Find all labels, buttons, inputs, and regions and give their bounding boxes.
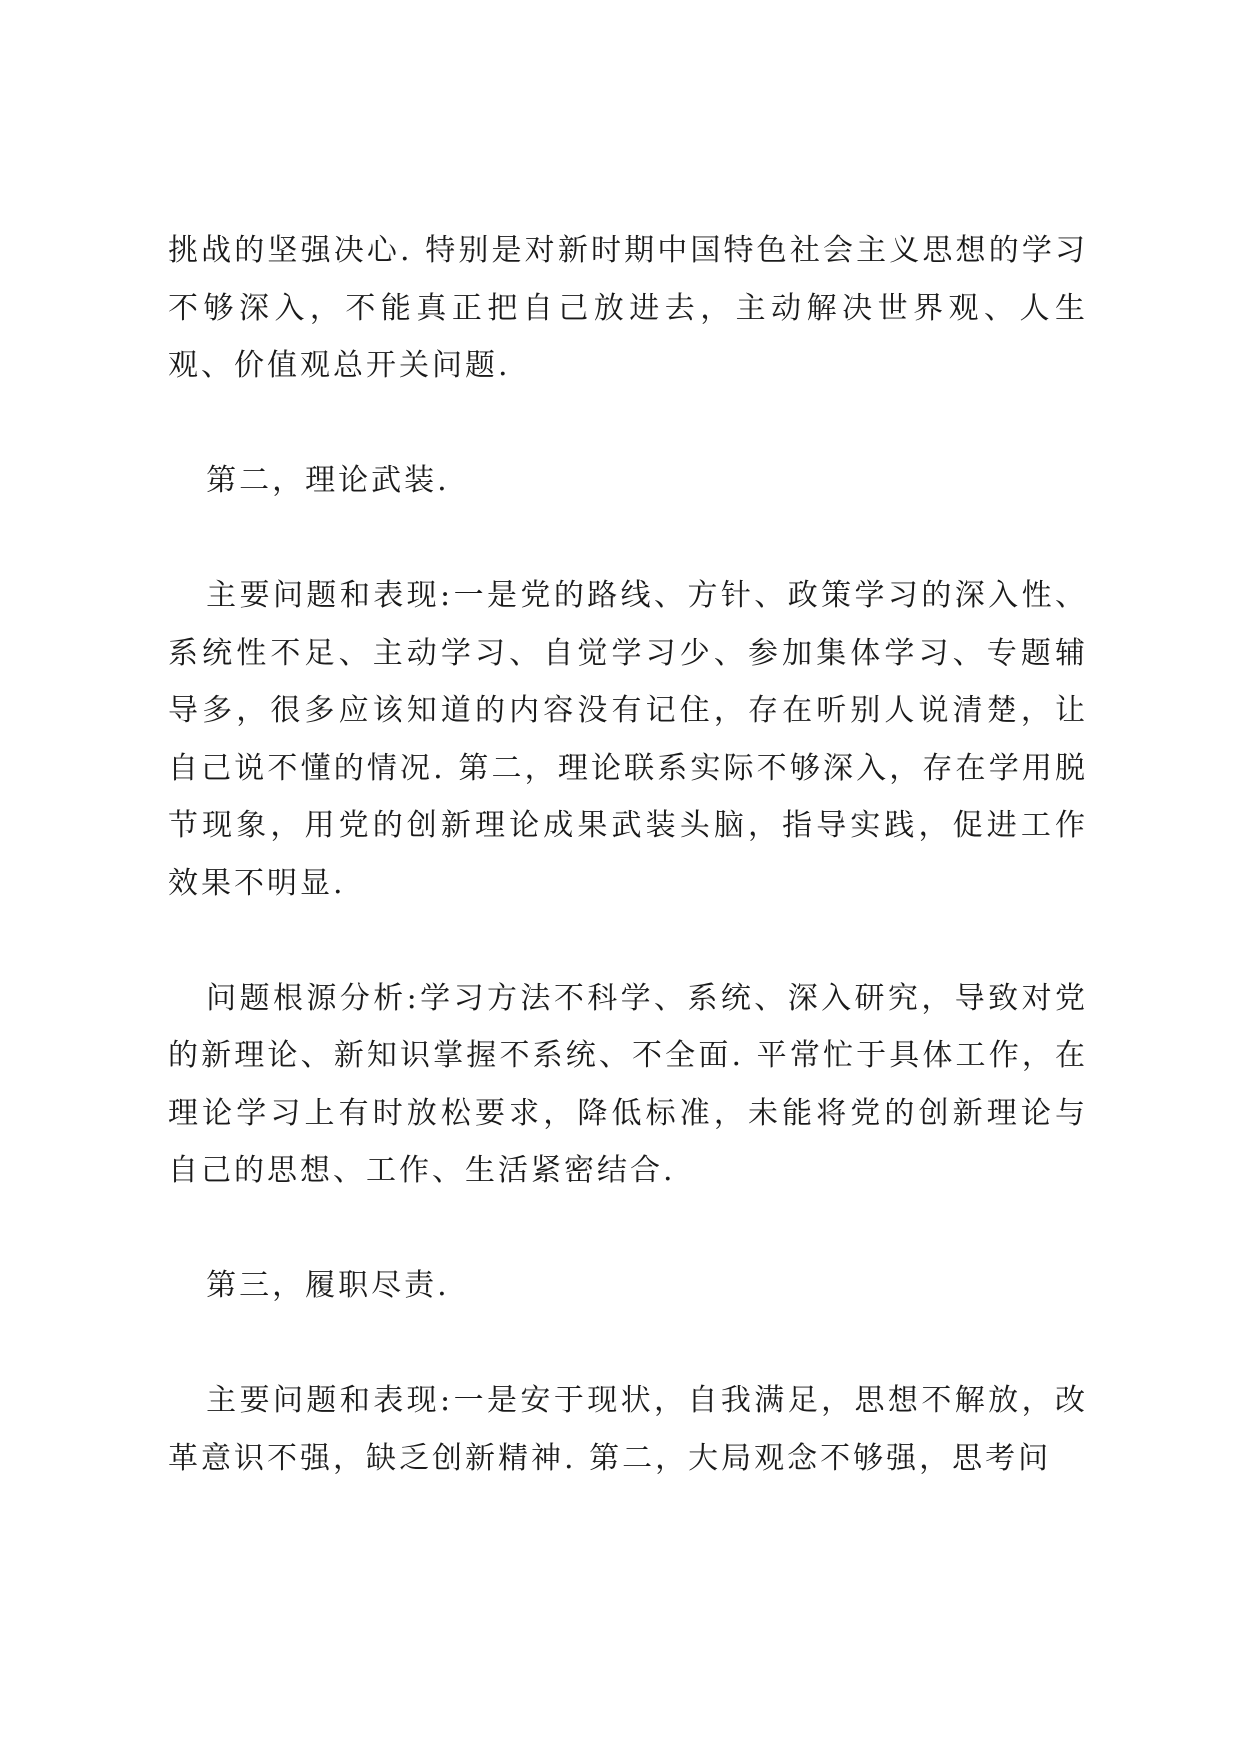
section-heading-duty: 第三，履职尽责. bbox=[206, 1268, 450, 1303]
paragraph-continuation: 挑战的坚强决心. 特别是对新时期中国特色社会主义思想的学习不够深入，不能真正把自己放进去，主动解决世界观、人生观、价值观总开关问题. bbox=[168, 233, 1088, 383]
paragraph-duty-problems: 主要问题和表现:一是安于现状，自我满足，思想不解放，改革意识不强，缺乏创新精神. 第二，大局观念不够强，思考问 bbox=[168, 1383, 1088, 1476]
section-heading-theory: 第二，理论武装. bbox=[206, 463, 450, 498]
paragraph-theory-problems: 主要问题和表现:一是党的路线、方针、政策学习的深入性、系统性不足、主动学习、自觉学习少、参加集体学习、专题辅导多，很多应该知道的内容没有记住，存在听别人说清楚，让自己说不懂的情况. 第二，理论联系实际不够深入，存在学用脱节现象，用党的创新理论成果武装头脑，指导实践，促进工作效果不明显. bbox=[168, 578, 1088, 901]
paragraph-theory-root-cause: 问题根源分析:学习方法不科学、系统、深入研究，导致对党的新理论、新知识掌握不系统、不全面. 平常忙于具体工作，在理论学习上有时放松要求，降低标准，未能将党的创新理论与自己的思想、工作、生活紧密结合. bbox=[168, 980, 1088, 1188]
document-body bbox=[168, 222, 1088, 1545]
